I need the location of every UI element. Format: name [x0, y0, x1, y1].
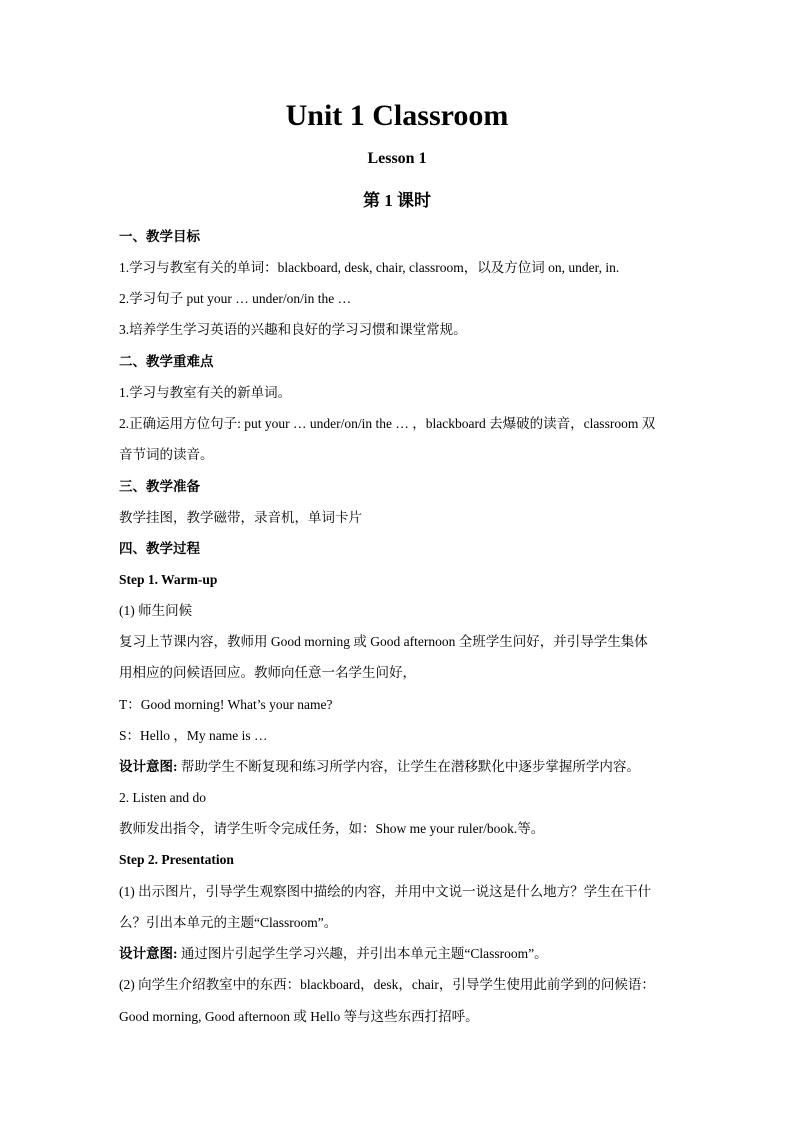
objective-2: 2.学习句子 put your … under/on/in the … — [119, 291, 352, 306]
step1-text-line-2: 用相应的问候语回应。教师向任意一名学生问好， — [119, 665, 416, 680]
lesson-subtitle: Lesson 1 — [367, 150, 427, 167]
design-intent-1 — [119, 756, 684, 778]
dialog-student: S：Hello ，My name is … — [119, 728, 268, 743]
document-title: Unit 1 Classroom — [285, 99, 509, 132]
key-points-heading: 二、教学重难点 — [119, 354, 214, 369]
step1-text-line-1: 复习上节课内容，教师用 Good morning 或 Good afternoon 全班学生问好，并引导学生集体 — [119, 634, 648, 649]
step1-item-2: 2. Listen and do — [119, 790, 206, 805]
key-point-2-line-1: 2.正确运用方位句子: put your … under/on/in the … ，blackboard 去爆破的读音，classroom 双 — [119, 416, 656, 431]
objectives-heading: 一、教学目标 — [119, 229, 200, 244]
dialog-teacher: T：Good morning! What’s your name? — [119, 697, 333, 712]
design-intent-text: 通过图片引起学生学习兴趣，并引出本单元主题“Classroom”。 — [177, 946, 548, 961]
step2-item-1-line-1: (1) 出示图片，引导学生观察图中描绘的内容，并用中文说一说这是什么地方？学生在干什 — [119, 884, 652, 899]
step2-item-1-line-2: 么？引出本单元的主题“Classroom”。 — [119, 915, 338, 930]
design-intent-2 — [119, 943, 684, 965]
step2-item-2-line-1: (2) 向学生介绍教室中的东西：blackboard，desk，chair，引导学生使用此前学到的问候语： — [119, 977, 655, 992]
objective-1: 1.学习与教室有关的单词：blackboard, desk, chair, classroom，以及方位词 on, under, in. — [119, 260, 620, 275]
key-point-2-line-2: 音节词的读音。 — [119, 447, 214, 462]
preparation-heading: 三、教学准备 — [119, 479, 200, 494]
design-intent-label: 设计意图: — [119, 759, 178, 774]
key-point-1: 1.学习与教室有关的新单词。 — [119, 385, 292, 400]
step1-item-2-text: 教师发出指令，请学生听令完成任务，如：Show me your ruler/book.等。 — [119, 821, 545, 836]
preparation-text: 教学挂图，教学磁带，录音机，单词卡片 — [119, 510, 362, 525]
period-subtitle: 第 1 课时 — [363, 191, 431, 210]
process-heading: 四、教学过程 — [119, 541, 200, 556]
step1-heading: Step 1. Warm-up — [119, 572, 218, 587]
design-intent-label: 设计意图: — [119, 946, 178, 961]
step2-item-2-line-2: Good morning, Good afternoon 或 Hello 等与这些东西打招呼。 — [119, 1009, 479, 1024]
step2-heading: Step 2. Presentation — [119, 852, 234, 867]
step1-item-1: (1) 师生问候 — [119, 603, 193, 618]
objective-3: 3.培养学生学习英语的兴趣和良好的学习习惯和课堂常规。 — [119, 322, 467, 337]
design-intent-text: 帮助学生不断复现和练习所学内容，让学生在潜移默化中逐步掌握所学内容。 — [177, 759, 640, 774]
